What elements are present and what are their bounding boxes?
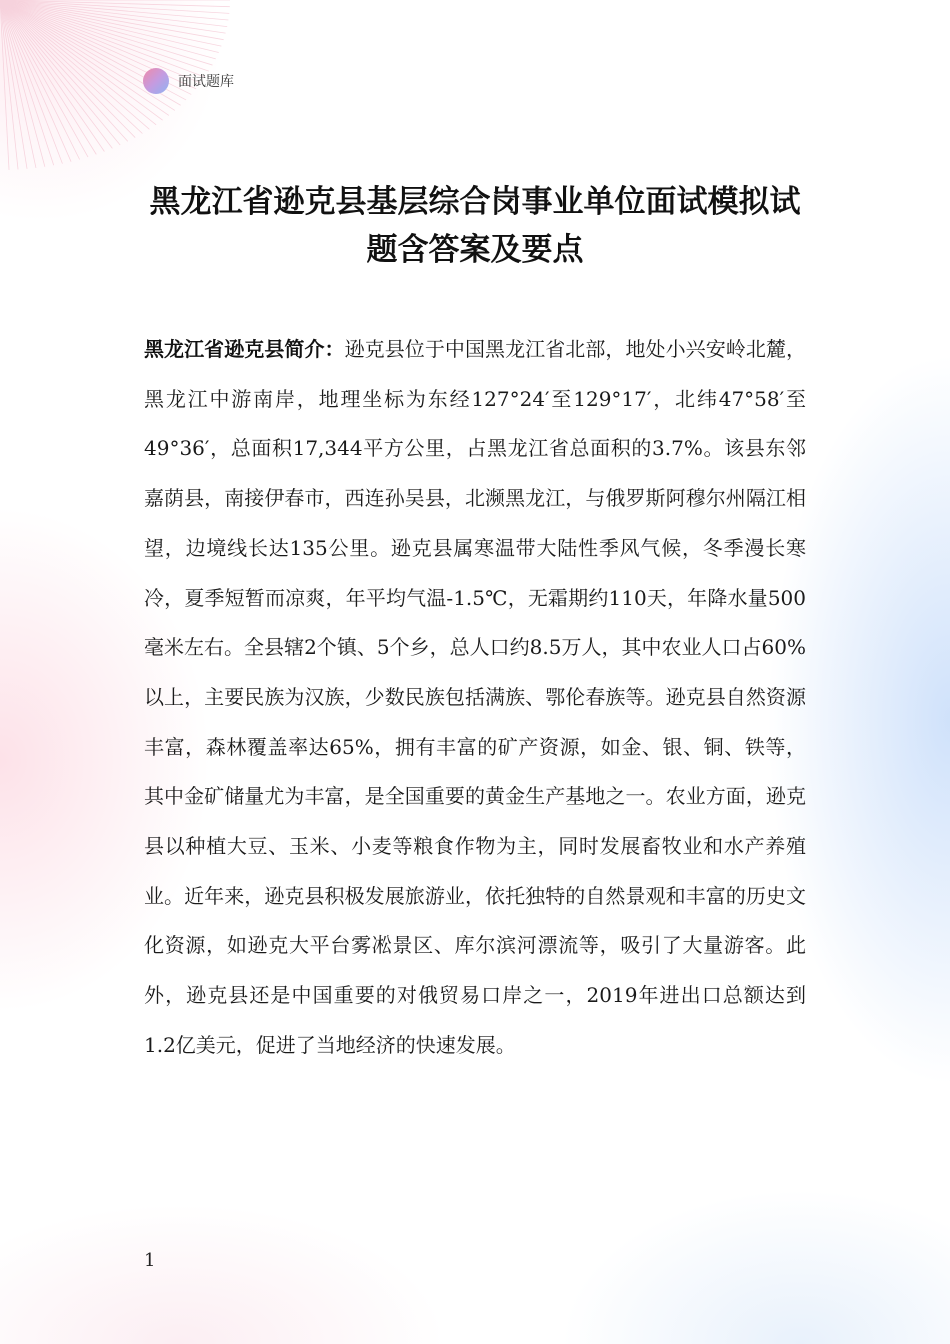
intro-paragraph	[144, 325, 806, 1071]
document-title: 黑龙江省逊克县基层综合岗事业单位面试模拟试题含答案及要点	[149, 184, 801, 268]
gradient-circle-logo-icon	[143, 68, 169, 94]
intro-lead: 黑龙江省逊克县简介：	[144, 337, 345, 361]
page-header	[143, 67, 234, 95]
page-number: 1	[144, 1250, 156, 1271]
intro-body: 逊克县位于中国黑龙江省北部，地处小兴安岭北麓，黑龙江中游南岸，地理坐标为东经127°24′至129°17′，北纬47°58′至49°36′，总面积17,344平方公里，占黑龙江省总面积的3.7%。该县东邻嘉荫县，南接伊春市，西连孙吴县，北濒黑龙江，与俄罗斯阿穆尔州隔江相望，边境线长达135公里。逊克县属寒温带大陆性季风气候，冬季漫长寒冷，夏季短暂而凉爽，年平均气温-1.5℃，无霜期约110天，年降水量500毫米左右。全县辖2个镇、5个乡，总人口约8.5万人，其中农业人口占60%以上，主要民族为汉族，少数民族包括满族、鄂伦春族等。逊克县自然资源丰富，森林覆盖率达65%，拥有丰富的矿产资源，如金、银、铜、铁等，其中金矿储量尤为丰富，是全国重要的黄金生产基地之一。农业方面，逊克县以种植大豆、玉米、小麦等粮食作物为主，同时发展畜牧业和水产养殖业。近年来，逊克县积极发展旅游业，依托独特的自然景观和丰富的历史文化资源，如逊克大平台雾凇景区、库尔滨河漂流等，吸引了大量游客。此外，逊克县还是中国重要的对俄贸易口岸之一，2019年进出口总额达到1.2亿美元，促进了当地经济的快速发展。	[144, 337, 806, 1057]
brand-label: 面试题库	[178, 74, 234, 90]
